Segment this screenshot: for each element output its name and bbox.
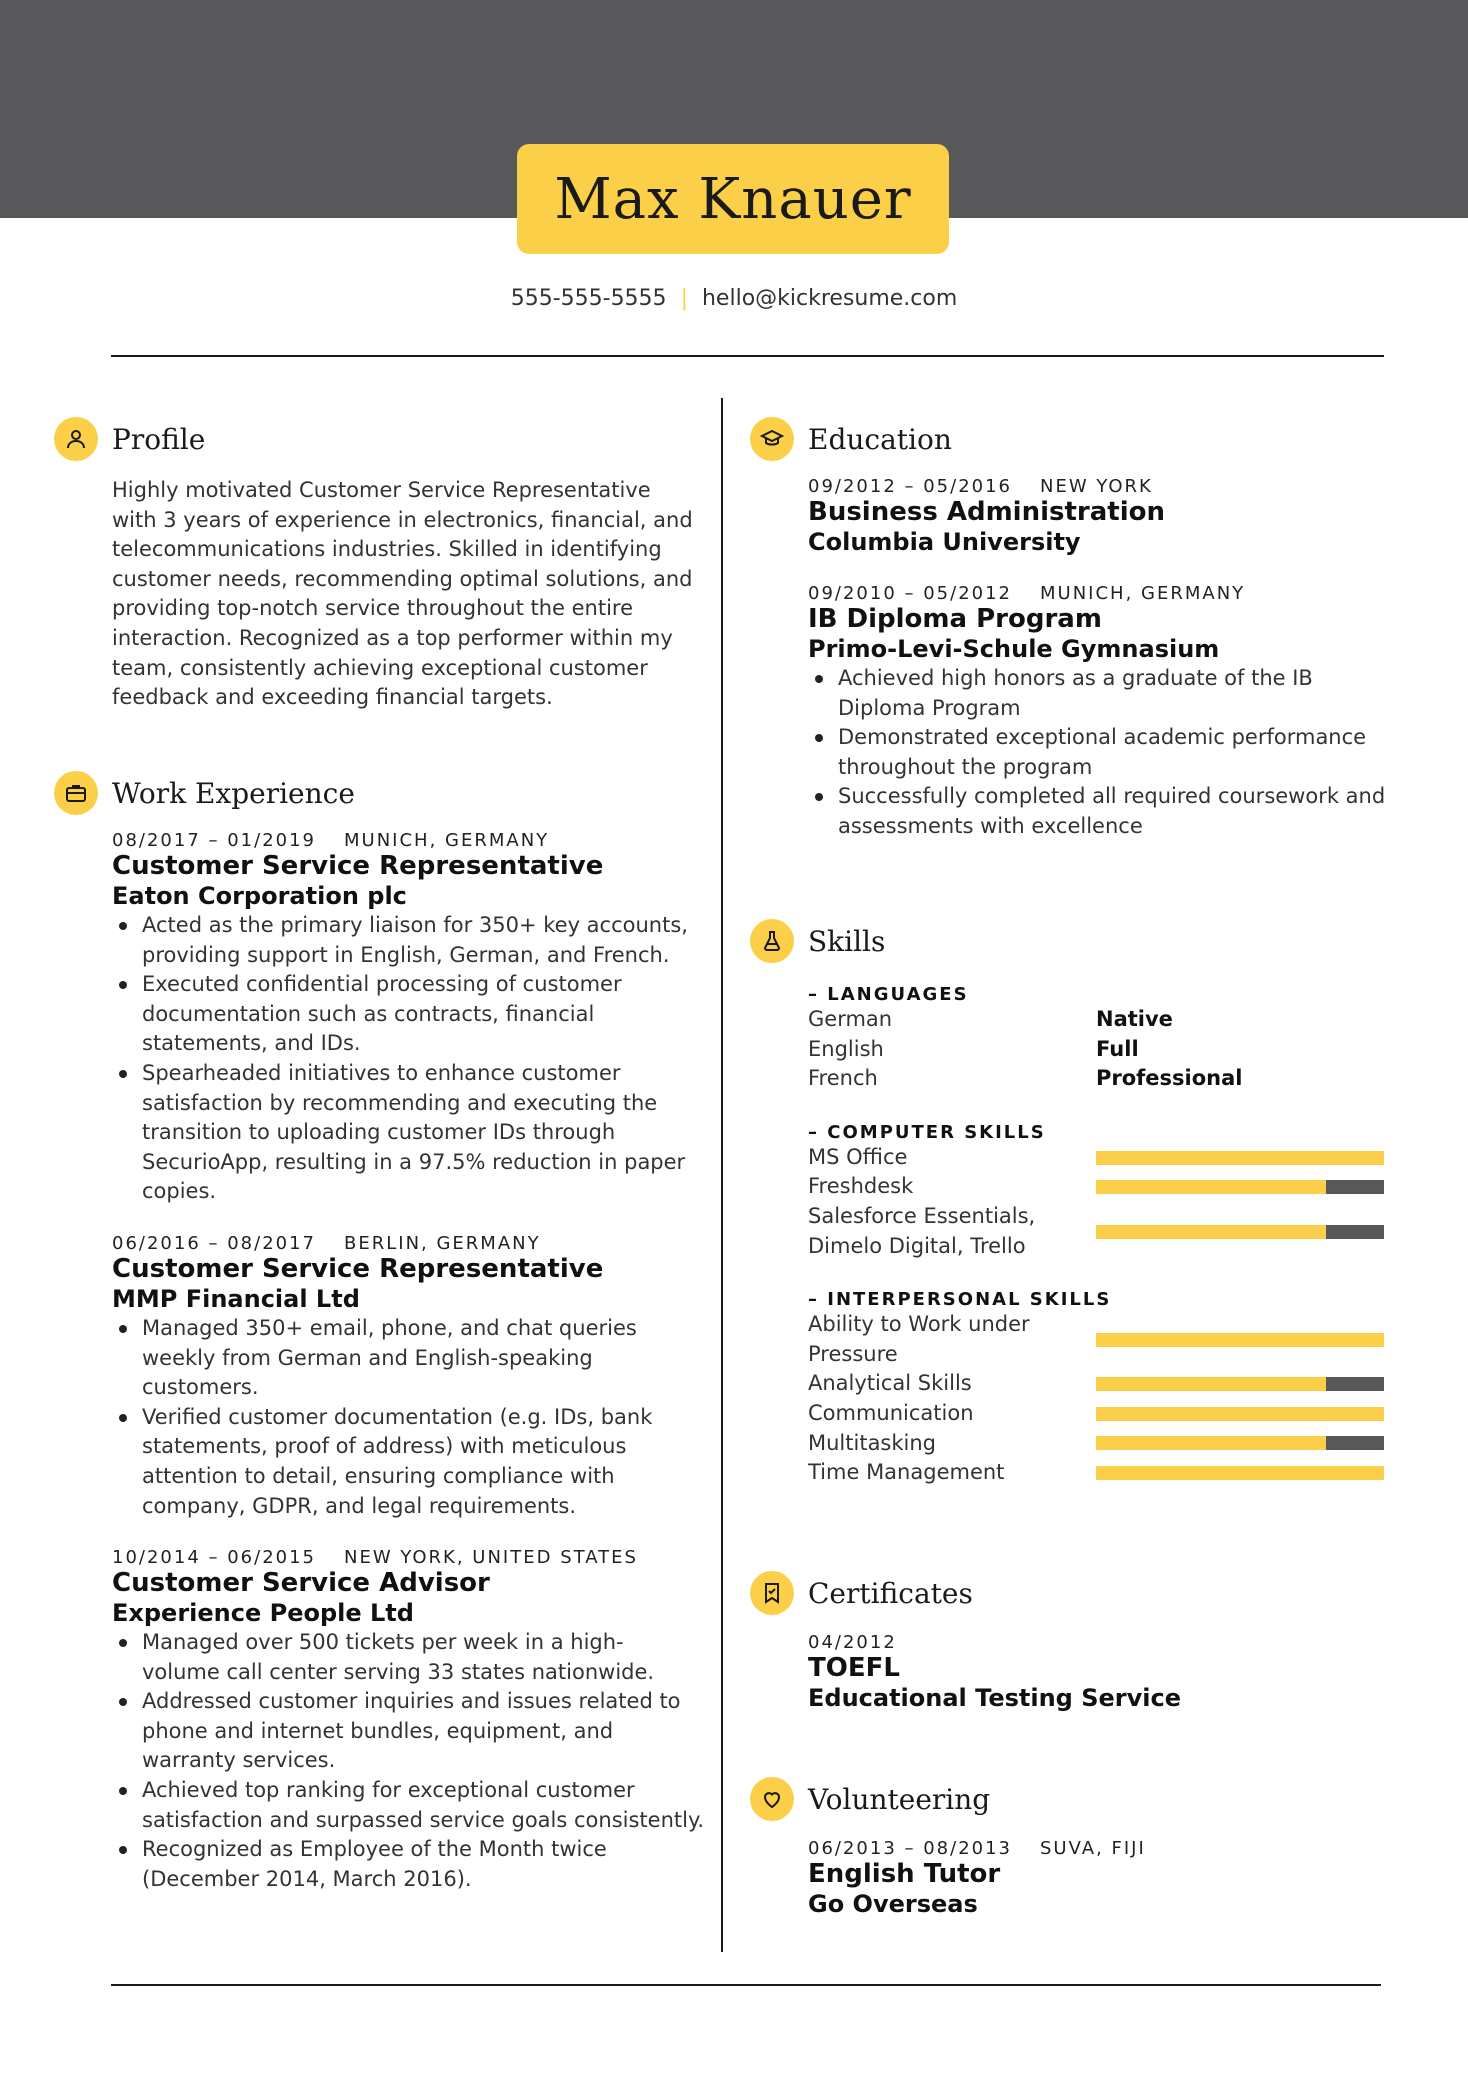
skill-name-line: Communication bbox=[808, 1400, 974, 1425]
skill-level-fill bbox=[1096, 1151, 1384, 1165]
education-location: NEW YORK bbox=[1040, 476, 1153, 497]
name-box bbox=[517, 144, 949, 254]
skill-level-bar bbox=[1096, 1377, 1384, 1391]
skill-name bbox=[808, 1172, 1096, 1202]
bullet-line: phone and internet bundles, equipment, and bbox=[142, 1718, 614, 1743]
job-bullet bbox=[142, 1314, 714, 1403]
bullet-line: warranty services. bbox=[142, 1748, 336, 1773]
profile-title: Profile bbox=[112, 422, 206, 456]
profile-line: with 3 years of experience in electronics, financial, and bbox=[112, 507, 693, 532]
bullet-line: Acted as the primary liaison for 350+ key accounts, bbox=[142, 913, 688, 937]
profile-summary bbox=[54, 476, 694, 713]
job-bullet bbox=[142, 1776, 714, 1835]
bullet-line: Spearheaded initiatives to enhance customer bbox=[142, 1060, 621, 1085]
job-role: Customer Service Advisor bbox=[112, 1568, 490, 1599]
job-bullet bbox=[142, 1628, 714, 1687]
job-bullets bbox=[112, 911, 714, 1207]
language-row bbox=[808, 1005, 1410, 1035]
skill-name-line: Ability to Work under bbox=[808, 1312, 1030, 1337]
interpersonal-skill-row bbox=[808, 1369, 1410, 1399]
person-icon bbox=[54, 417, 98, 461]
skill-level-bar bbox=[1096, 1407, 1384, 1421]
education-bullet bbox=[838, 782, 1410, 841]
education-school: Columbia University bbox=[808, 528, 1081, 556]
job-meta bbox=[112, 1233, 714, 1254]
job-bullet bbox=[142, 911, 714, 970]
work-section bbox=[54, 770, 714, 1894]
job-location: BERLIN, GERMANY bbox=[344, 1232, 541, 1254]
bullet-line: Addressed customer inquiries and issues related to bbox=[142, 1689, 681, 1714]
language-name: French bbox=[808, 1066, 878, 1091]
skill-level-bar bbox=[1096, 1436, 1384, 1450]
education-bullet bbox=[838, 723, 1410, 782]
skill-level-fill bbox=[1096, 1407, 1384, 1421]
bullet-line: SecurioApp, resulting in a 97.5% reduction in paper bbox=[142, 1149, 686, 1174]
language-name: German bbox=[808, 1007, 893, 1031]
education-location: MUNICH, GERMANY bbox=[1040, 583, 1246, 604]
bullet-line: Demonstrated exceptional academic performance bbox=[838, 725, 1367, 750]
language-level: Professional bbox=[1096, 1066, 1243, 1091]
job-bullets bbox=[112, 1314, 714, 1521]
education-meta bbox=[808, 583, 1410, 604]
bullet-line: statements, and IDs. bbox=[142, 1031, 361, 1056]
work-title: Work Experience bbox=[112, 776, 355, 810]
job-bullet bbox=[142, 1687, 714, 1776]
bullet-line: providing support in English, German, and French. bbox=[142, 942, 670, 967]
skill-name-line: Freshdesk bbox=[808, 1174, 914, 1199]
interpersonal-skills-list bbox=[808, 1310, 1410, 1488]
email: hello@kickresume.com bbox=[701, 286, 958, 311]
candidate-name: Max Knauer bbox=[554, 166, 912, 232]
bullet-line: Managed over 500 tickets per week in a high- bbox=[142, 1630, 624, 1655]
computer-skill-row bbox=[808, 1202, 1410, 1261]
skill-level-fill bbox=[1096, 1466, 1384, 1480]
profile-line: feedback and exceeding financial targets. bbox=[112, 685, 553, 710]
profile-line: providing top-notch service throughout the entire bbox=[112, 596, 634, 621]
education-dates: 09/2010 – 05/2012 bbox=[808, 583, 1012, 604]
bullet-line: weekly from German and English-speaking bbox=[142, 1345, 593, 1370]
skill-level-fill bbox=[1096, 1180, 1326, 1194]
certificate-name: TOEFL bbox=[808, 1653, 900, 1683]
skill-level-fill bbox=[1096, 1377, 1326, 1391]
job-bullet bbox=[142, 1835, 714, 1894]
skill-name-line: Multitasking bbox=[808, 1430, 937, 1455]
skill-name bbox=[808, 1369, 1096, 1399]
job-meta bbox=[112, 1547, 714, 1568]
bullet-line: copies. bbox=[142, 1179, 217, 1204]
language-row bbox=[808, 1064, 1410, 1094]
heart-icon bbox=[750, 1777, 794, 1821]
volunteering-section bbox=[750, 1776, 1410, 1919]
bullet-line: assessments with excellence bbox=[838, 813, 1143, 838]
profile-section bbox=[54, 416, 694, 713]
skill-name-line: Time Management bbox=[808, 1460, 1005, 1485]
job-location: MUNICH, GERMANY bbox=[344, 830, 550, 851]
skill-level-bar bbox=[1096, 1151, 1384, 1165]
bullet-line: satisfaction and surpassed service goals consistently. bbox=[142, 1807, 705, 1832]
phone: 555-555-5555 bbox=[510, 286, 667, 311]
certificates-section bbox=[750, 1570, 1410, 1713]
skills-title: Skills bbox=[808, 924, 886, 958]
job-entry bbox=[112, 830, 714, 1207]
skills-section bbox=[750, 918, 1410, 1488]
language-level: Full bbox=[1096, 1036, 1139, 1061]
education-section bbox=[750, 416, 1410, 842]
skill-level-fill bbox=[1096, 1333, 1384, 1347]
bullet-line: Verified customer documentation (e.g. IDs, bank bbox=[142, 1404, 653, 1429]
education-title: Education bbox=[808, 422, 952, 456]
job-role: Customer Service Representative bbox=[112, 851, 604, 881]
computer-skills-heading: – COMPUTER SKILLS bbox=[808, 1121, 1046, 1143]
languages-heading: – LANGUAGES bbox=[808, 984, 969, 1005]
bullet-line: Recognized as Employee of the Month twice bbox=[142, 1837, 607, 1862]
education-degree: IB Diploma Program bbox=[808, 604, 1102, 634]
bullet-line: (December 2014, March 2016). bbox=[142, 1866, 472, 1891]
computer-skill-row bbox=[808, 1143, 1410, 1173]
contact-separator: | bbox=[680, 286, 688, 311]
certificate-issuer: Educational Testing Service bbox=[808, 1684, 1181, 1712]
graduation-cap-icon bbox=[750, 417, 794, 461]
education-dates: 09/2012 – 05/2016 bbox=[808, 476, 1012, 497]
briefcase-icon bbox=[54, 771, 98, 815]
flask-icon bbox=[750, 919, 794, 963]
bullet-line: Achieved top ranking for exceptional customer bbox=[142, 1778, 635, 1803]
volunteering-org: Go Overseas bbox=[808, 1890, 978, 1918]
top-divider bbox=[111, 355, 1384, 357]
profile-line: telecommunications industries. Skilled in identifying bbox=[112, 537, 662, 562]
bullet-line: throughout the program bbox=[838, 754, 1093, 779]
language-name: English bbox=[808, 1036, 884, 1061]
volunteering-location: SUVA, FIJI bbox=[1040, 1838, 1146, 1859]
skill-level-bar bbox=[1096, 1180, 1384, 1194]
bullet-line: Diploma Program bbox=[838, 695, 1021, 720]
job-meta bbox=[112, 830, 714, 851]
volunteering-meta bbox=[808, 1838, 1410, 1859]
interpersonal-skill-row bbox=[808, 1458, 1410, 1488]
bullet-line: Managed 350+ email, phone, and chat queries bbox=[142, 1315, 637, 1340]
profile-line: team, consistently achieving exceptional customer bbox=[112, 655, 648, 680]
bullet-line: transition to uploading customer IDs through bbox=[142, 1120, 616, 1145]
skill-name-line: Analytical Skills bbox=[808, 1371, 972, 1396]
bullet-line: satisfaction by recommending and executing the bbox=[142, 1090, 658, 1115]
profile-line: Highly motivated Customer Service Representative bbox=[112, 478, 651, 502]
job-company: Experience People Ltd bbox=[112, 1599, 414, 1628]
job-bullet bbox=[142, 970, 714, 1059]
education-bullets bbox=[808, 664, 1410, 842]
education-entry bbox=[808, 476, 1410, 557]
volunteering-title: Volunteering bbox=[808, 1782, 991, 1816]
skill-name-line: Dimelo Digital, Trello bbox=[808, 1233, 1026, 1258]
certificate-icon bbox=[750, 1571, 794, 1615]
skill-name bbox=[808, 1429, 1096, 1459]
skill-level-fill bbox=[1096, 1225, 1326, 1239]
bullet-line: customers. bbox=[142, 1375, 259, 1400]
education-entry bbox=[808, 583, 1410, 842]
computer-skill-row bbox=[808, 1172, 1410, 1202]
certificates-title: Certificates bbox=[808, 1576, 973, 1610]
bullet-line: attention to detail, ensuring compliance with bbox=[142, 1463, 615, 1488]
skill-level-fill bbox=[1096, 1436, 1326, 1450]
bullet-line: Successfully completed all required coursework and bbox=[838, 784, 1386, 809]
skill-level-bar bbox=[1096, 1225, 1384, 1239]
computer-skills-list bbox=[808, 1143, 1410, 1261]
job-dates: 08/2017 – 01/2019 bbox=[112, 830, 316, 851]
bullet-line: volume call center serving 33 states nationwide. bbox=[142, 1659, 655, 1684]
education-list bbox=[750, 476, 1410, 842]
interpersonal-skill-row bbox=[808, 1429, 1410, 1459]
profile-line: interaction. Recognized as a top performer within my bbox=[112, 625, 673, 650]
languages-list bbox=[808, 1005, 1410, 1094]
job-bullet bbox=[142, 1403, 714, 1521]
education-degree: Business Administration bbox=[808, 497, 1166, 527]
column-divider bbox=[721, 398, 723, 1952]
interpersonal-skill-row bbox=[808, 1399, 1410, 1429]
bullet-line: Achieved high honors as a graduate of the IB bbox=[838, 666, 1313, 690]
job-dates: 06/2016 – 08/2017 bbox=[112, 1232, 316, 1254]
volunteering-role: English Tutor bbox=[808, 1859, 1001, 1889]
education-meta bbox=[808, 476, 1410, 497]
language-level: Native bbox=[1096, 1007, 1173, 1031]
education-school: Primo-Levi-Schule Gymnasium bbox=[808, 635, 1220, 663]
bullet-line: documentation such as contracts, financial bbox=[142, 1001, 595, 1026]
skill-level-bar bbox=[1096, 1466, 1384, 1480]
skill-name bbox=[808, 1458, 1096, 1488]
job-role: Customer Service Representative bbox=[112, 1253, 604, 1284]
bullet-line: Executed confidential processing of customer bbox=[142, 972, 622, 997]
bullet-line: company, GDPR, and legal requirements. bbox=[142, 1493, 577, 1518]
skill-name-line: MS Office bbox=[808, 1144, 908, 1169]
interpersonal-skills-heading: – INTERPERSONAL SKILLS bbox=[808, 1289, 1112, 1311]
job-company: MMP Financial Ltd bbox=[112, 1284, 360, 1313]
skill-level-bar bbox=[1096, 1333, 1384, 1347]
contact-line bbox=[0, 286, 1468, 311]
interpersonal-skill-row bbox=[808, 1310, 1410, 1369]
skills-body bbox=[750, 984, 1410, 1488]
volunteering-dates: 06/2013 – 08/2013 bbox=[808, 1838, 1012, 1859]
skill-name-line: Salesforce Essentials, bbox=[808, 1203, 1036, 1228]
bullet-line: statements, proof of address) with meticulous bbox=[142, 1434, 627, 1459]
certificate-date: 04/2012 bbox=[808, 1632, 897, 1653]
job-location: NEW YORK, UNITED STATES bbox=[344, 1547, 638, 1569]
job-bullet bbox=[142, 1059, 714, 1207]
job-dates: 10/2014 – 06/2015 bbox=[112, 1547, 316, 1569]
skill-name bbox=[808, 1143, 1096, 1173]
skill-name-line: Pressure bbox=[808, 1341, 898, 1366]
profile-line: customer needs, recommending optimal solutions, and bbox=[112, 566, 693, 591]
skill-name bbox=[808, 1399, 1096, 1429]
job-bullets bbox=[112, 1628, 714, 1894]
language-row bbox=[808, 1035, 1410, 1065]
skill-name bbox=[808, 1202, 1096, 1261]
job-entry bbox=[112, 1547, 714, 1894]
bottom-divider bbox=[111, 1984, 1381, 1986]
job-company: Eaton Corporation plc bbox=[112, 882, 407, 910]
work-list bbox=[54, 830, 714, 1894]
skill-name bbox=[808, 1310, 1096, 1369]
education-bullet bbox=[838, 664, 1410, 723]
job-entry bbox=[112, 1233, 714, 1521]
